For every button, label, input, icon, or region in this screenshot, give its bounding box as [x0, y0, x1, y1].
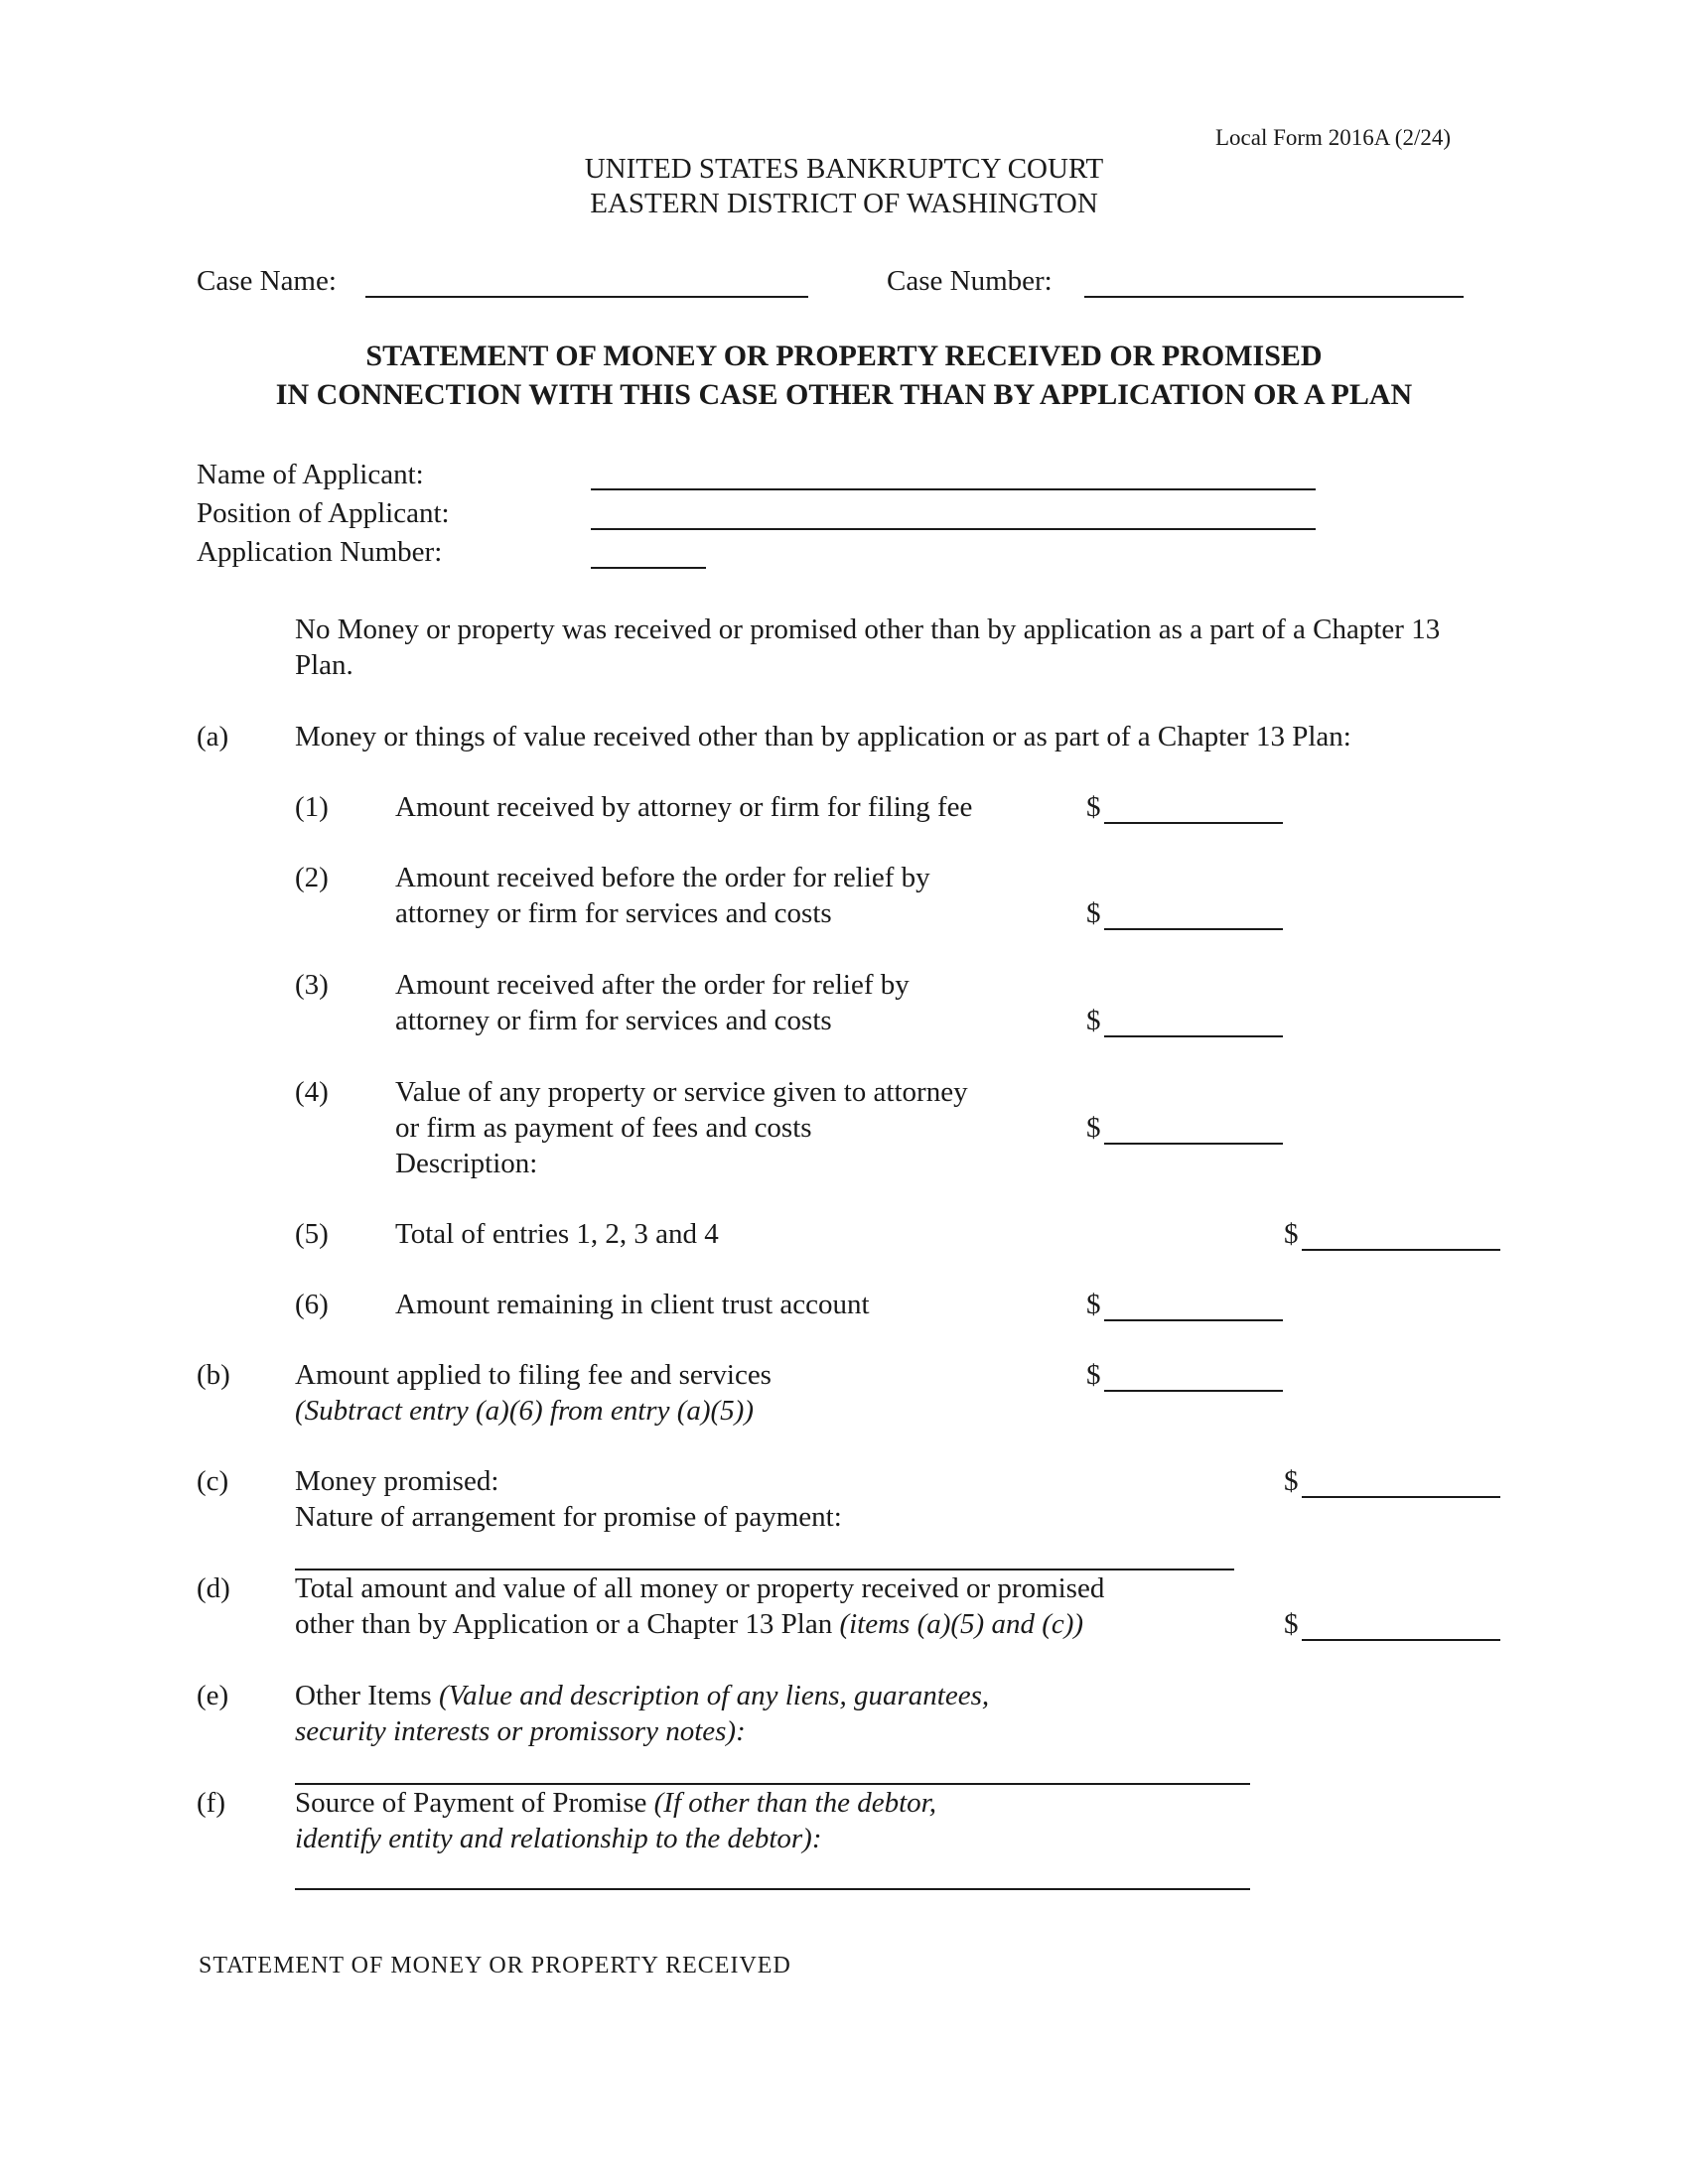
section-c-marker: (c): [197, 1465, 229, 1497]
applicant-name-label: Name of Applicant:: [197, 459, 424, 490]
item-3-label-line2: attorney or firm for services and costs: [395, 1005, 832, 1036]
item-1-amount-field[interactable]: [1104, 822, 1283, 824]
no-money-statement-line2: Plan.: [295, 649, 353, 681]
item-3-label-line1: Amount received after the order for relief by: [395, 969, 910, 1001]
section-e-italic2: security interests or promissory notes):: [295, 1715, 746, 1747]
section-f-label: Source of Payment of Promise: [295, 1787, 654, 1819]
item-5-dollar-sign: $: [1284, 1218, 1299, 1250]
no-money-statement-line1: No Money or property was received or promised other than by application as a part of a Chapter 13: [295, 614, 1441, 645]
section-a-text: Money or things of value received other than by application or as part of a Chapter 13 Plan:: [295, 721, 1351, 752]
section-e-label-line2: [295, 1713, 746, 1749]
item-6-amount-field[interactable]: [1104, 1319, 1283, 1321]
section-b-amount-field[interactable]: [1104, 1390, 1283, 1392]
section-d-label-line1: Total amount and value of all money or property received or promised: [295, 1572, 1105, 1604]
section-c-amount-field[interactable]: [1302, 1496, 1500, 1498]
section-e-label: Other Items: [295, 1680, 439, 1711]
section-b-marker: (b): [197, 1359, 230, 1391]
section-e-italic1: (Value and description of any liens, guarantees,: [438, 1680, 990, 1711]
section-d-label-plain: other than by Application or a Chapter 13 Plan: [295, 1608, 840, 1640]
section-c-arrangement-label: Nature of arrangement for promise of payment:: [295, 1501, 842, 1533]
section-f-label-line2: [295, 1821, 822, 1856]
item-4-label-line1: Value of any property or service given to attorney: [395, 1076, 968, 1108]
item-5-total-field[interactable]: [1302, 1249, 1500, 1251]
section-b-note: [295, 1393, 754, 1429]
court-district: EASTERN DISTRICT OF WASHINGTON: [590, 188, 1098, 219]
form-title-line1: STATEMENT OF MONEY OR PROPERTY RECEIVED OR PROMISED: [365, 340, 1323, 372]
section-f-label-line1: [295, 1785, 936, 1821]
section-c-label: Money promised:: [295, 1465, 499, 1497]
page-footer: STATEMENT OF MONEY OR PROPERTY RECEIVED: [199, 1953, 791, 1979]
item-6-label: Amount remaining in client trust account: [395, 1289, 870, 1320]
section-b-label: Amount applied to filing fee and services: [295, 1359, 772, 1391]
item-2-label-line1: Amount received before the order for relief by: [395, 862, 930, 893]
court-name: UNITED STATES BANKRUPTCY COURT: [584, 153, 1104, 185]
item-1-number: (1): [295, 791, 329, 823]
applicant-name-field[interactable]: [591, 488, 1316, 490]
form-title-line2: IN CONNECTION WITH THIS CASE OTHER THAN BY APPLICATION OR A PLAN: [275, 378, 1413, 411]
item-3-number: (3): [295, 969, 329, 1001]
section-b-note-italic: (Subtract entry (a)(6) from entry (a)(5)): [295, 1395, 754, 1427]
item-1-label: Amount received by attorney or firm for filing fee: [395, 791, 973, 823]
item-4-label-line2: or firm as payment of fees and costs: [395, 1112, 812, 1144]
section-d-dollar-sign: $: [1284, 1608, 1299, 1640]
item-3-dollar-sign: $: [1086, 1005, 1101, 1036]
application-number-field[interactable]: [591, 567, 706, 569]
item-2-dollar-sign: $: [1086, 897, 1101, 929]
item-5-label: Total of entries 1, 2, 3 and 4: [395, 1218, 719, 1250]
applicant-position-label: Position of Applicant:: [197, 497, 450, 529]
section-a-marker: (a): [197, 721, 229, 752]
section-f-italic1: (If other than the debtor,: [653, 1787, 936, 1819]
item-1-dollar-sign: $: [1086, 791, 1101, 823]
item-2-number: (2): [295, 862, 329, 893]
item-2-amount-field[interactable]: [1104, 928, 1283, 930]
item-4-number: (4): [295, 1076, 329, 1108]
item-6-dollar-sign: $: [1086, 1289, 1101, 1320]
item-6-number: (6): [295, 1289, 329, 1320]
item-4-description-label: Description:: [395, 1148, 538, 1179]
application-number-label: Application Number:: [197, 536, 443, 568]
section-d-marker: (d): [197, 1572, 230, 1604]
section-d-amount-field[interactable]: [1302, 1639, 1500, 1641]
item-4-dollar-sign: $: [1086, 1112, 1101, 1144]
form-id: Local Form 2016A (2/24): [1215, 125, 1451, 150]
section-f-italic2: identify entity and relationship to the debtor):: [295, 1823, 822, 1854]
case-number-field[interactable]: [1084, 296, 1464, 298]
section-c-dollar-sign: $: [1284, 1465, 1299, 1497]
case-number-label: Case Number:: [887, 265, 1053, 297]
section-b-dollar-sign: $: [1086, 1359, 1101, 1391]
section-e-marker: (e): [197, 1680, 229, 1711]
section-d-label-line2: [295, 1606, 1083, 1642]
section-f-field[interactable]: [295, 1888, 1250, 1890]
case-name-label: Case Name:: [197, 265, 337, 297]
item-4-amount-field[interactable]: [1104, 1143, 1283, 1145]
case-name-field[interactable]: [365, 296, 808, 298]
applicant-position-field[interactable]: [591, 528, 1316, 530]
section-f-marker: (f): [197, 1787, 225, 1819]
section-e-label-line1: [295, 1678, 989, 1713]
item-2-label-line2: attorney or firm for services and costs: [395, 897, 832, 929]
item-5-number: (5): [295, 1218, 329, 1250]
item-3-amount-field[interactable]: [1104, 1035, 1283, 1037]
section-d-label-italic: (items (a)(5) and (c)): [839, 1608, 1084, 1640]
